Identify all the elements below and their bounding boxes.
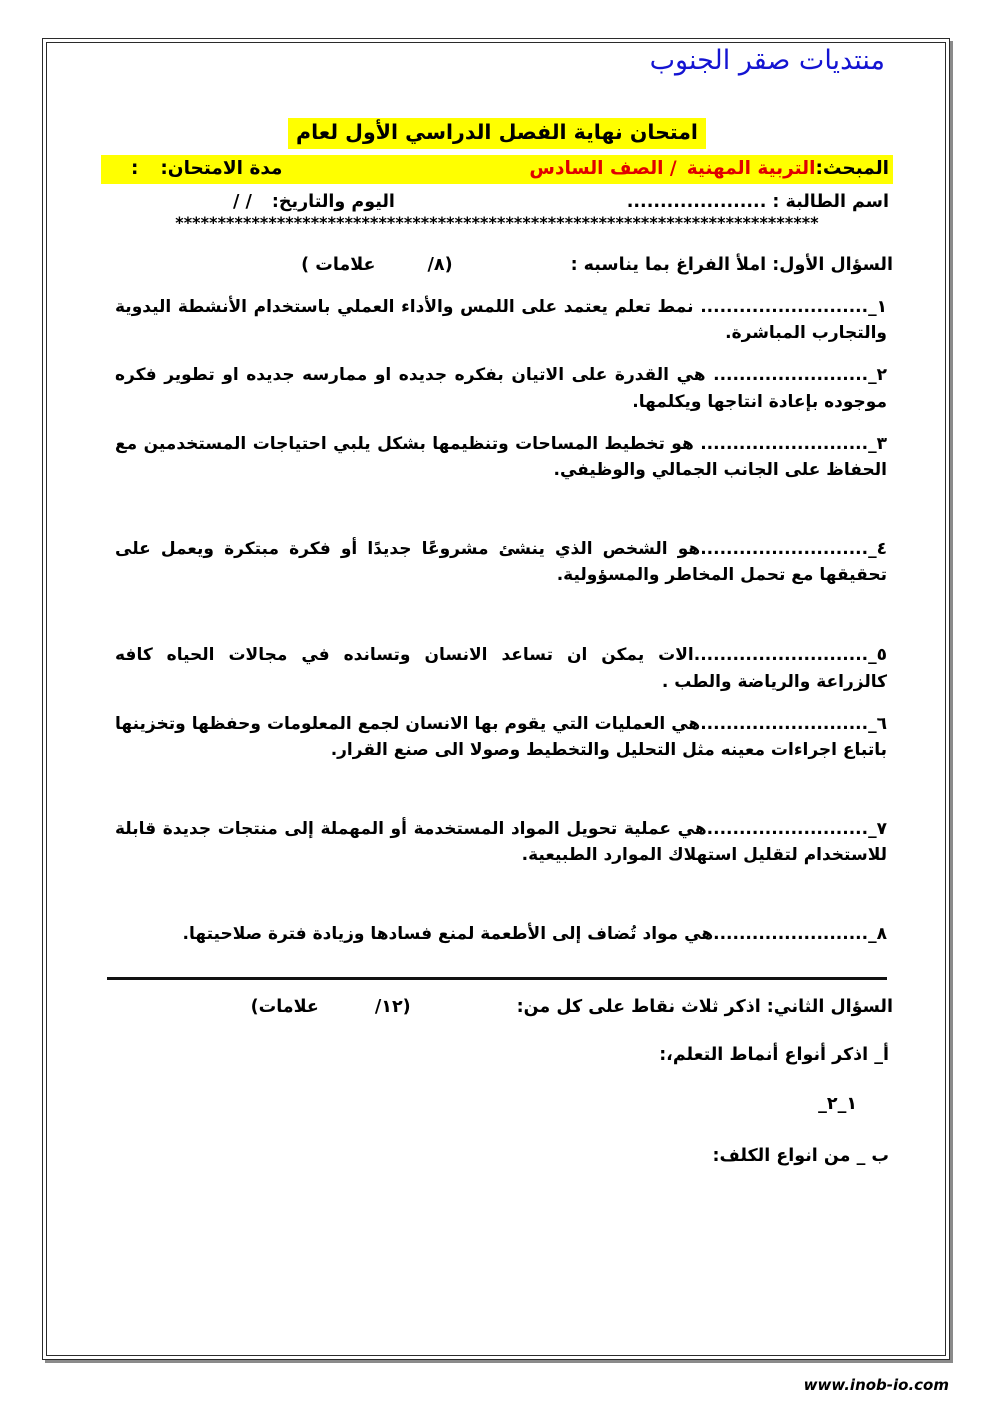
page-frame — [42, 38, 950, 1360]
blank-item — [101, 816, 893, 869]
blank-item-number: ٣_ — [868, 434, 887, 455]
blank-item — [101, 642, 893, 695]
blank-item — [101, 294, 893, 347]
question-one-heading: السؤال الأول: املأ الفراغ بما يناسبه : — [570, 255, 893, 276]
blank-item-number: ٦_ — [868, 714, 887, 735]
subject-group — [529, 157, 889, 181]
grade-value: / الصف السادس — [529, 157, 677, 179]
blank-item-text: ...........................الات يمكن ان تساعد الانسان وتسانده في مجالات الحياه كافه كالزراعة والرياضة والطب . — [115, 645, 887, 692]
subject-duration-line — [101, 155, 893, 184]
blank-item — [101, 921, 893, 947]
subject-value: التربية المهنية — [686, 157, 816, 179]
student-name-label: اسم الطالبة : — [772, 191, 889, 212]
blank-item-number: ٤_ — [868, 538, 887, 559]
question-two-marks-value: (١٢/ — [374, 996, 411, 1017]
blank-item-number: ١_ — [868, 296, 887, 317]
question-one-marks-label: علامات ) — [301, 255, 376, 276]
question-two-heading-row — [101, 996, 893, 1020]
subject-label: المبحث: — [815, 157, 889, 179]
student-info-line — [101, 191, 893, 214]
date-group — [105, 191, 395, 214]
blank-item-text: .......................... هو تخطيط المساحات وتنظيمها بشكل يلبي احتياجات المستخدمين مع الحفاظ على الجانب الجمالي والوظيفي. — [115, 434, 887, 481]
question-two-part-b: ب _ من انواع الكلف: — [712, 1146, 889, 1167]
blank-item — [101, 536, 893, 589]
question-one-heading-row — [101, 254, 893, 278]
question-two-part-a: أ_ اذكر أنواع أنماط التعلم،: — [659, 1045, 889, 1066]
question-one-marks-value: (٨/ — [427, 255, 453, 276]
question-two-marks-label: علامات) — [250, 996, 319, 1017]
duration-label: مدة الامتحان: — [160, 157, 283, 179]
exam-title-wrap — [101, 118, 893, 149]
exam-title: امتحان نهاية الفصل الدراسي الأول لعام — [288, 118, 706, 149]
student-name-value: ..................... — [626, 191, 767, 212]
blank-item-text: .........................هي عملية تحويل المواد المستخدمة أو المهملة إلى منتجات جديدة قابلة للاستخدام لتقليل استهلاك الموارد الطبيعية. — [115, 818, 887, 866]
blank-item-number: ٨_ — [868, 923, 887, 944]
blank-item-text: ..........................هي العمليات التي يقوم بها الانسان لجمع المعلومات وحفظها وتخزينها باتباع اجراءات معينه مثل التحليل والتخطيط وصولا الى صنع القرار. — [115, 714, 887, 761]
blank-item — [101, 711, 893, 764]
blank-item-number: ٢_ — [868, 365, 887, 386]
blank-item — [101, 362, 893, 415]
question-two-heading: السؤال الثاني: اذكر ثلاث نقاط على كل من: — [516, 996, 893, 1017]
question-two-marks — [251, 996, 411, 1020]
date-value: / / — [233, 191, 252, 212]
document-content — [43, 39, 951, 1361]
duration-group — [105, 157, 283, 181]
student-name-group — [627, 191, 889, 214]
blank-item-text: ........................هي مواد تُضاف إلى الأطعمة لمنع فسادها وزيادة فترة صلاحيتها. — [182, 923, 869, 944]
date-label: اليوم والتاريخ: — [271, 191, 395, 212]
blank-item-number: ٧_ — [868, 818, 887, 839]
question-one-marks — [301, 254, 452, 278]
blank-item-number: ٥_ — [868, 645, 887, 666]
blank-item — [101, 431, 893, 484]
forum-banner: منتديات صقر الجنوب — [649, 45, 885, 76]
duration-value: : — [131, 157, 139, 179]
blank-item-text: ........................ هي القدرة على الاتيان بفكره جديده او ممارسه جديده او تطوير فكره موجوده بإعادة انتاجها ويكلمها. — [115, 365, 887, 412]
blank-item-text: .......................... نمط تعلم يعتمد على اللمس والأداء العملي باستخدام الأنشطة اليدوية والتجارب المباشرة. — [115, 296, 887, 344]
section-divider — [107, 977, 887, 980]
blank-item-text: ..........................هو الشخص الذي ينشئ مشروعًا جديدًا أو فكرة مبتكرة ويعمل على تحقيقها مع تحمل المخاطر والمسؤولية. — [115, 538, 887, 586]
asterisk-separator: **************************************************************************** — [175, 214, 819, 233]
question-two-part-a-items: ١_٢_ — [818, 1093, 857, 1114]
footer-watermark-url: www.inob-io.com — [803, 1376, 949, 1394]
